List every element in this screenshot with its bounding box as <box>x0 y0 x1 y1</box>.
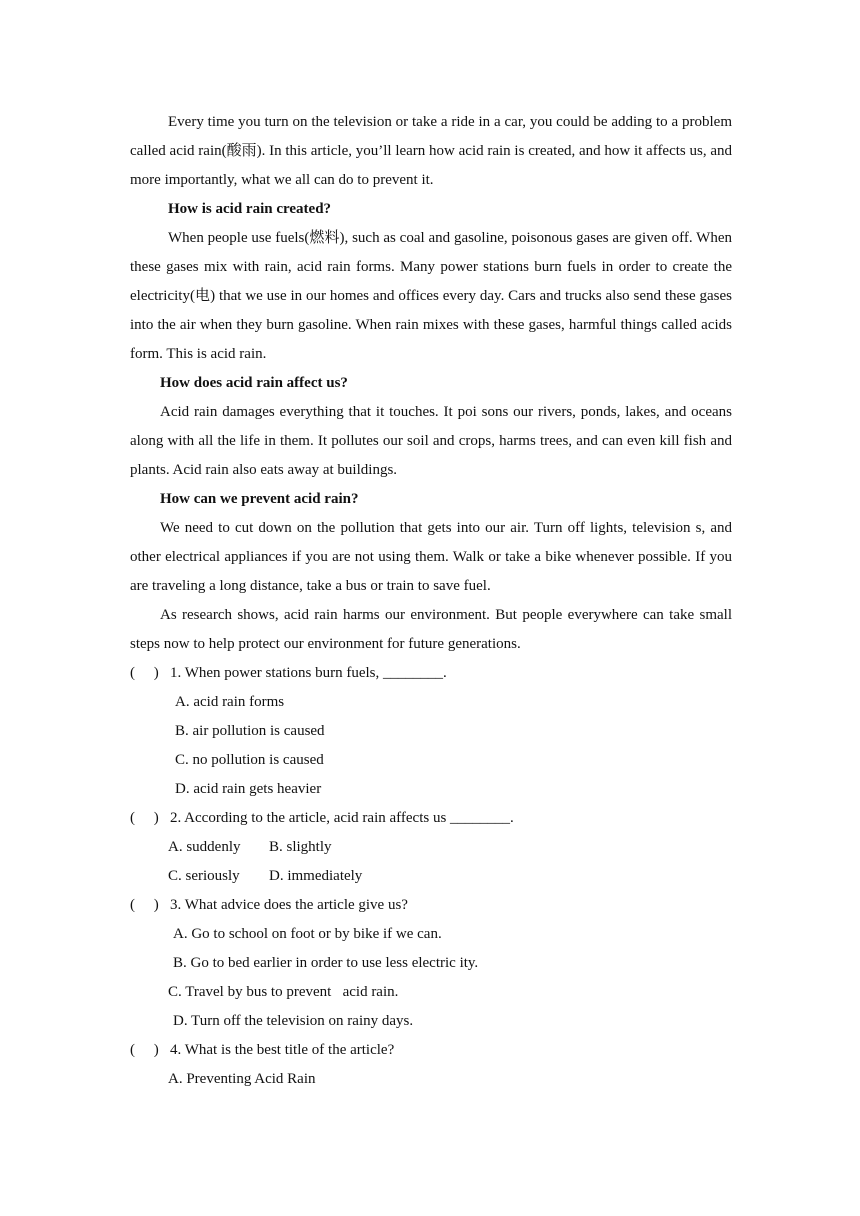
heading-how-prevent: How can we prevent acid rain? <box>160 491 359 507</box>
paragraph-how-created: When people use fuels(燃料), such as coal and gasoline, poisonous gases are given off. When these gases mix with rain, acid rain forms. Many power stations burn fuels in order to create the electricity(电) that we use in our homes and offices every day. Cars and trucks also send these gases into the air when they burn gasoline. When rain mixes with these gases, harmful things called acids form. This is acid rain. <box>130 230 732 362</box>
paragraph-intro: Every time you turn on the television or take a ride in a car, you could be adding to a problem called acid rain(酸雨). In this article, you’ll learn how acid rain is created, and how it affects us, and more importantly, what we all can do to prevent it. <box>130 114 732 188</box>
reading-passage <box>130 108 732 1094</box>
answer-blank[interactable]: ( ) <box>130 810 159 826</box>
paragraph-conclusion: As research shows, acid rain harms our environment. But people everywhere can take small steps now to help protect our environment for future generations. <box>130 607 732 652</box>
question-1-option-b: B. air pollution is caused <box>175 723 325 739</box>
answer-blank[interactable]: ( ) <box>130 665 159 681</box>
question-2-options-row-1 <box>130 833 732 862</box>
heading-how-affects: How does acid rain affect us? <box>160 375 348 391</box>
question-2-options-row-2 <box>130 862 732 891</box>
question-3 <box>130 891 732 920</box>
question-2-option-a: A. suddenly <box>168 839 241 855</box>
question-2-option-c: C. seriously <box>168 868 240 884</box>
question-stem: 2. According to the article, acid rain affects us ________. <box>170 810 514 826</box>
question-3-option-c: C. Travel by bus to prevent acid rain. <box>168 984 399 1000</box>
question-4-option-a: A. Preventing Acid Rain <box>168 1071 316 1087</box>
question-1-option-c: C. no pollution is caused <box>175 752 324 768</box>
question-1-option-a: A. acid rain forms <box>175 694 285 710</box>
question-stem: 1. When power stations burn fuels, ________. <box>170 665 447 681</box>
question-4 <box>130 1036 732 1065</box>
question-2-option-d: D. immediately <box>269 868 363 884</box>
question-1-option-d: D. acid rain gets heavier <box>175 781 322 797</box>
question-stem: 4. What is the best title of the article? <box>170 1042 395 1058</box>
question-2 <box>130 804 732 833</box>
paragraph-how-prevent: We need to cut down on the pollution that gets into our air. Turn off lights, television s, and other electrical appliances if you are not using them. Walk or take a bike whenever possible. If you are traveling a long distance, take a bus or train to save fuel. <box>130 520 732 594</box>
heading-how-created: How is acid rain created? <box>168 201 332 217</box>
answer-blank[interactable]: ( ) <box>130 897 159 913</box>
question-stem: 3. What advice does the article give us? <box>170 897 408 913</box>
question-2-option-b: B. slightly <box>269 839 332 855</box>
paragraph-how-affects: Acid rain damages everything that it touches. It poi sons our rivers, ponds, lakes, and oceans along with all the life in them. It pollutes our soil and crops, harms trees, and can even kill fish and plants. Acid rain also eats away at buildings. <box>130 404 732 478</box>
question-3-option-b: B. Go to bed earlier in order to use less electric ity. <box>173 955 479 971</box>
question-3-option-d: D. Turn off the television on rainy days. <box>173 1013 414 1029</box>
question-1 <box>130 659 732 688</box>
answer-blank[interactable]: ( ) <box>130 1042 159 1058</box>
question-3-option-a: A. Go to school on foot or by bike if we can. <box>173 926 442 942</box>
